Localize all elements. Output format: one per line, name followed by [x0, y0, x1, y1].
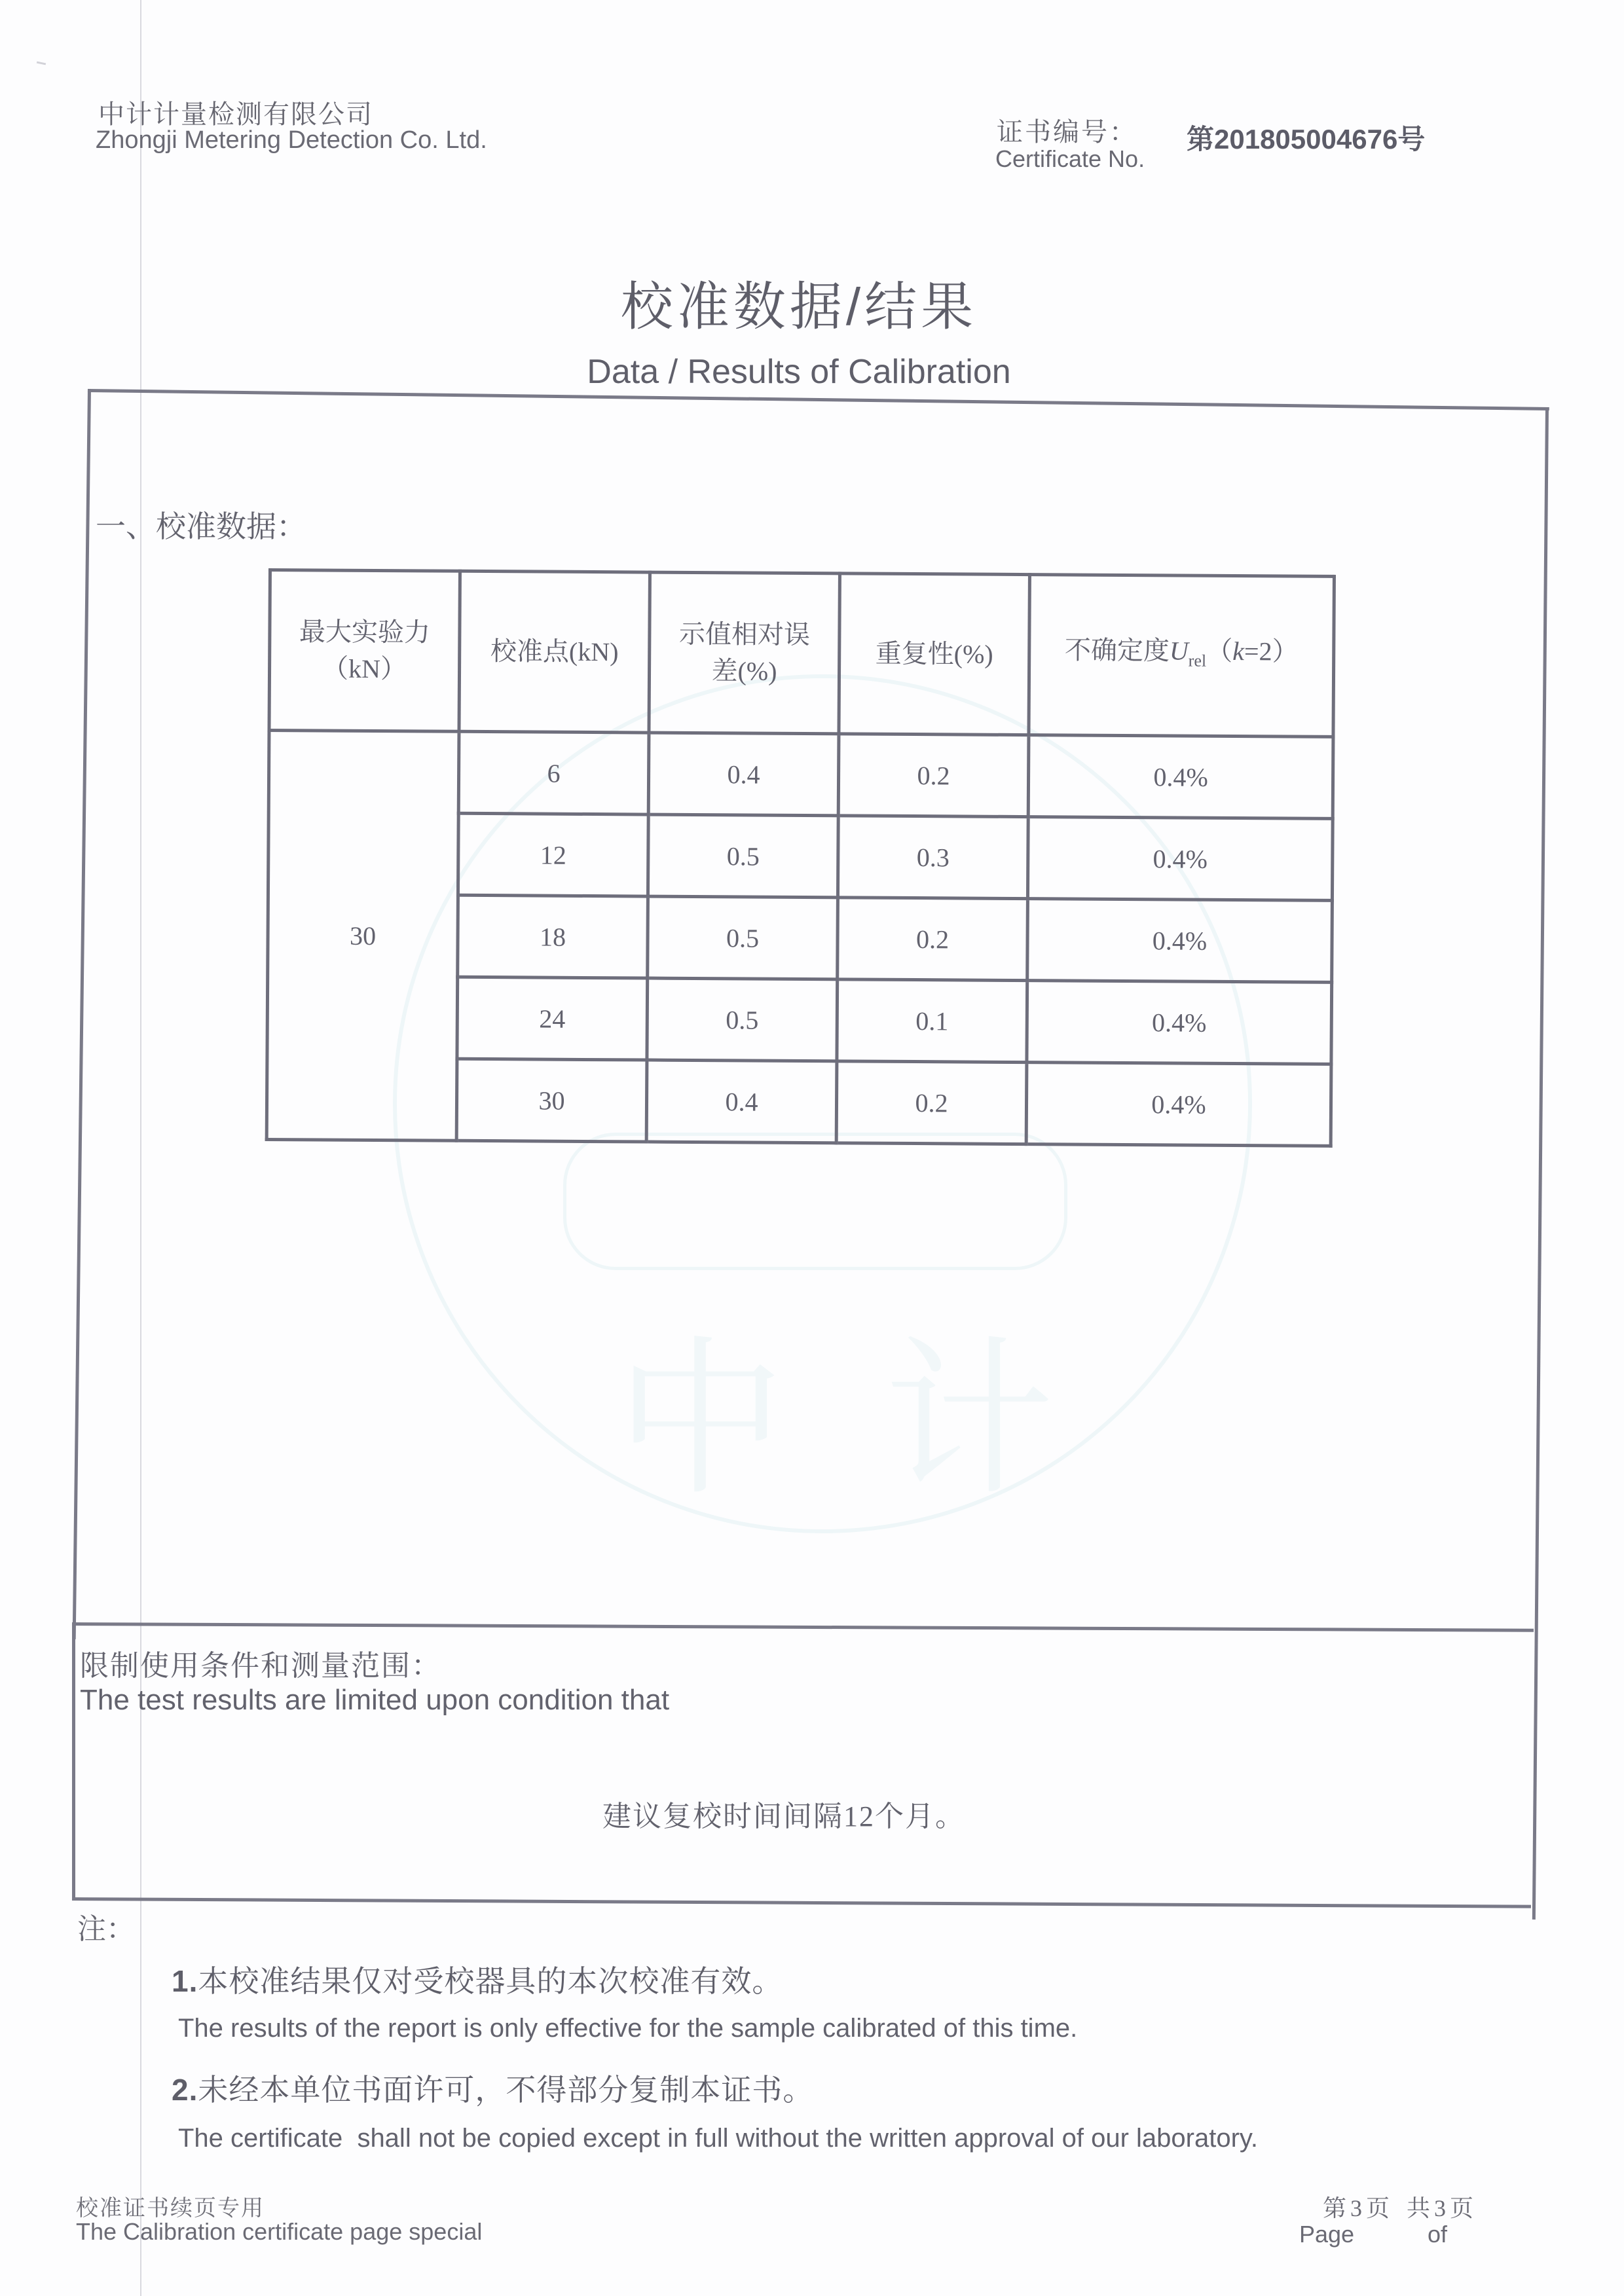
header-uncertainty-k: k: [1232, 636, 1245, 666]
limitation-label-en: The test results are limited upon condition that: [80, 1684, 670, 1716]
frame-left-border-lower: [72, 1624, 75, 1899]
of-label-en: of: [1428, 2221, 1448, 2248]
note-1-text-cn: 本校准结果仅对受校器具的本次校准有效。: [198, 1964, 783, 1998]
section-divider: [72, 1622, 1534, 1632]
company-name-en: Zhongji Metering Detection Co. Ltd.: [96, 126, 487, 154]
cell-uncertainty: 0.4%: [1027, 899, 1333, 983]
cell-cal-point: 18: [458, 895, 648, 978]
cell-rel-error: 0.4: [646, 1060, 837, 1143]
header-rel-error-line2: 差(%): [711, 656, 777, 686]
frame-left-border: [73, 389, 91, 1639]
frame-right-border: [1532, 407, 1549, 1920]
header-rel-error-line1: 示值相对误: [678, 619, 811, 650]
header-repeatability: 重复性(%): [839, 574, 1029, 735]
certificate-number: 第201805004676号: [1187, 124, 1426, 155]
notes-label: 注：: [77, 1913, 135, 1945]
note-2-cn: [172, 2066, 813, 2109]
cell-uncertainty: 0.4%: [1026, 1063, 1331, 1146]
limitation-label-cn: 限制使用条件和测量范围：: [80, 1650, 441, 1682]
page-current: 3: [1350, 2195, 1363, 2221]
table-header-row: [269, 570, 1334, 737]
company-name-cn: 中计计量检测有限公司: [98, 100, 373, 129]
cell-rel-error: 0.5: [648, 896, 838, 979]
cell-repeatability: 0.2: [836, 1061, 1027, 1144]
cell-rel-error: 0.4: [648, 733, 839, 816]
page-title-en: Data / Results of Calibration: [587, 353, 1011, 391]
note-1-number: 1.: [172, 1964, 198, 1998]
cell-uncertainty: 0.4%: [1027, 817, 1333, 901]
header-uncertainty-open: （: [1206, 636, 1233, 666]
scan-artifact-mark: [37, 62, 46, 65]
header-max-force-line1: 最大实验力: [299, 617, 431, 647]
cell-repeatability: 0.3: [838, 816, 1028, 899]
frame-top-border: [88, 389, 1549, 410]
scan-artifact-line: [140, 0, 141, 2296]
footer-special-en: The Calibration certificate page special: [76, 2218, 483, 2245]
note-2-text-cn: 未经本单位书面许可，不得部分复制本证书。: [198, 2073, 814, 2107]
cell-uncertainty: 0.4%: [1027, 981, 1332, 1065]
footer-special-cn: 校准证书续页专用: [76, 2196, 265, 2221]
header-uncertainty-prefix: 不确定度: [1064, 634, 1170, 665]
cell-cal-point: 30: [456, 1059, 647, 1142]
header-uncertainty-sub: rel: [1188, 651, 1207, 670]
cell-max-force: 30: [267, 731, 459, 1141]
watermark-banner: [563, 1133, 1067, 1270]
header-cal-point: 校准点(kN): [459, 571, 650, 733]
cell-repeatability: 0.2: [838, 734, 1029, 817]
header-max-force: [269, 570, 460, 732]
page-unit: 页: [1366, 2195, 1390, 2221]
cell-repeatability: 0.1: [837, 979, 1027, 1063]
header-uncertainty-k-value: =2）: [1244, 636, 1299, 666]
certificate-label-cn: 证书编号：: [997, 118, 1137, 147]
table-row: [268, 731, 1333, 819]
page-total: 3: [1434, 2195, 1447, 2221]
recalibration-recommendation: 建议复校时间间隔12个月。: [602, 1800, 965, 1832]
page-title-cn: 校准数据/结果: [620, 278, 978, 336]
cell-cal-point: 12: [458, 813, 648, 896]
certificate-label-en: Certificate No.: [995, 145, 1145, 172]
total-prefix: 共: [1407, 2195, 1431, 2221]
frame-bottom-border: [72, 1897, 1531, 1908]
cell-rel-error: 0.5: [648, 814, 838, 898]
note-2-en: The certificate shall not be copied except in full without the written approval of our laboratory.: [178, 2124, 1259, 2153]
note-1-en: The results of the report is only effective for the sample calibrated of this time.: [178, 2014, 1078, 2043]
cell-repeatability: 0.2: [838, 898, 1028, 981]
header-uncertainty: [1029, 575, 1334, 737]
cell-rel-error: 0.5: [647, 978, 838, 1061]
cell-cal-point: 24: [457, 977, 648, 1060]
note-1-cn: [172, 1958, 783, 2001]
page-indicator-cn: [1323, 2190, 1477, 2223]
calibration-table: [265, 568, 1336, 1148]
watermark-text: 中计: [616, 1327, 1153, 1516]
note-2-number: 2.: [172, 2073, 198, 2107]
header-uncertainty-symbol: U: [1169, 635, 1189, 666]
page-prefix: 第: [1323, 2195, 1347, 2221]
header-max-force-line2: （kN）: [322, 653, 407, 684]
total-unit: 页: [1450, 2195, 1474, 2221]
section-heading: 一、校准数据：: [96, 510, 306, 543]
header-rel-error: [649, 572, 840, 734]
cell-cal-point: 6: [458, 731, 649, 814]
cell-uncertainty: 0.4%: [1028, 735, 1333, 819]
page-label-en: Page: [1299, 2221, 1355, 2248]
